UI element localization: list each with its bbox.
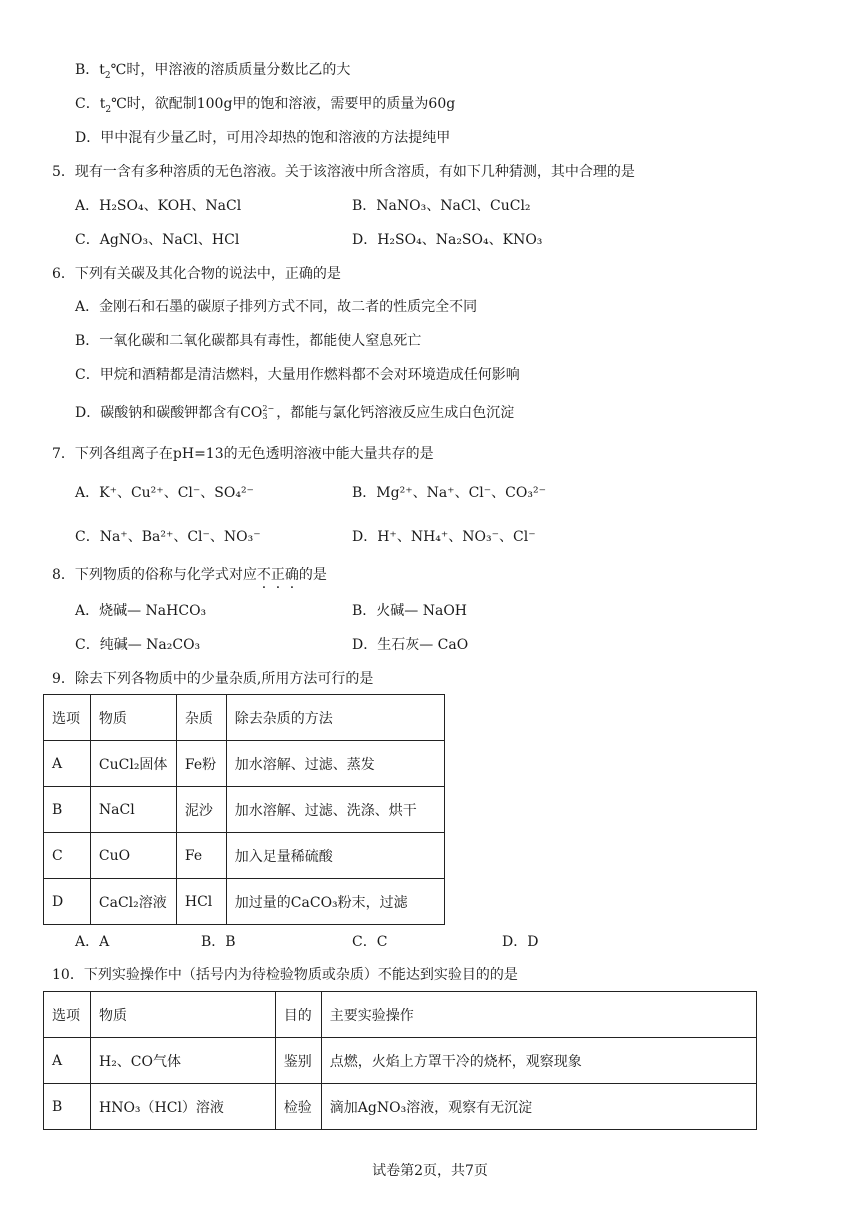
q4-option-b: B．$t_2℃$时，甲溶液的溶质质量分数比乙的大 [75, 62, 351, 81]
emphasis-char: 不 [256, 567, 271, 583]
table-header-cell: 选项 [44, 695, 91, 741]
q8-option-c: C．纯碱— Na₂CO₃ [75, 637, 201, 653]
q9-answer-b: B．B [201, 934, 236, 950]
q6-option-b: B．一氧化碳和二氧化碳都具有毒性，都能使人窒息死亡 [75, 333, 422, 349]
table-cell: D [44, 879, 91, 925]
q8-option-b: B．火碱— NaOH [352, 603, 468, 619]
q10-table [43, 991, 757, 1130]
table-cell: NaCl [90, 787, 176, 833]
q9-answer-d: D．D [502, 934, 539, 950]
table-row [44, 879, 445, 925]
table-header-cell: 目的 [275, 992, 321, 1038]
table-cell: 点燃，火焰上方罩干冷的烧杯，观察现象 [321, 1038, 756, 1084]
table-cell: C [44, 833, 91, 879]
q5-option-c: C．AgNO₃、NaCl、HCl [75, 232, 240, 248]
table-header-cell: 主要实验操作 [321, 992, 756, 1038]
q4-option-d: D．甲中混有少量乙时，可用冷却热的饱和溶液的方法提纯甲 [75, 130, 451, 146]
q6-option-a: A．金刚石和石墨的碳原子排列方式不同，故二者的性质完全不同 [75, 299, 478, 315]
q7-option-a: A．K⁺、Cu²⁺、Cl⁻、SO₄²⁻ [75, 485, 254, 501]
table-cell: CuCl₂固体 [90, 741, 176, 787]
table-cell: HCl [176, 879, 226, 925]
table-cell: Fe [176, 833, 226, 879]
table-cell: 滴加AgNO₃溶液，观察有无沉淀 [321, 1084, 756, 1130]
table-cell: 加水溶解、过滤、洗涤、烘干 [226, 787, 444, 833]
table-cell: 加入足量稀硫酸 [226, 833, 444, 879]
q5-stem: 5．现有一含有多种溶质的无色溶液。关于该溶液中所含溶质，有如下几种猜测，其中合理的是 [52, 164, 635, 180]
table-cell: CaCl₂溶液 [90, 879, 176, 925]
q9-table [43, 694, 445, 925]
table-header-row [44, 695, 445, 741]
q7-stem: 7．下列各组离子在pH=13的无色透明溶液中能大量共存的是 [52, 446, 434, 462]
q5-option-b: B．NaNO₃、NaCl、CuCl₂ [352, 198, 531, 214]
table-cell: 鉴别 [275, 1038, 321, 1084]
table-header-cell: 杂质 [176, 695, 226, 741]
table-cell: CuO [90, 833, 176, 879]
q6-option-d: D．碳酸钠和碳酸钾都含有CO 2− 3 ，都能与氯化钙溶液反应生成白色沉淀 [75, 404, 515, 421]
page-footer: 试卷第2页，共7页 [372, 1163, 488, 1179]
emphasis-char: 确 [284, 567, 299, 583]
q7-option-b: B．Mg²⁺、Na⁺、Cl⁻、CO₃²⁻ [352, 485, 546, 501]
q8-option-d: D．生石灰— CaO [352, 637, 469, 653]
q5-option-d: D．H₂SO₄、Na₂SO₄、KNO₃ [352, 232, 543, 248]
table-cell: H₂、CO气体 [90, 1038, 275, 1084]
q7-option-c: C．Na⁺、Ba²⁺、Cl⁻、NO₃⁻ [75, 529, 261, 545]
table-cell: B [44, 1084, 91, 1130]
table-header-cell: 物质 [90, 992, 275, 1038]
q5-option-a: A．H₂SO₄、KOH、NaCl [75, 198, 242, 214]
table-cell: A [44, 741, 91, 787]
table-row [44, 1084, 757, 1130]
table-header-cell: 物质 [90, 695, 176, 741]
table-header-cell: 除去杂质的方法 [226, 695, 444, 741]
q4-option-c: C．$t_2℃$时，欲配制100g甲的饱和溶液，需要甲的质量为60g [75, 96, 456, 115]
q10-stem: 10．下列实验操作中（括号内为待检验物质或杂质）不能达到实验目的的是 [52, 967, 518, 983]
emphasis-char: 正 [270, 567, 285, 583]
q6-option-c: C．甲烷和酒精都是清洁燃料，大量用作燃料都不会对环境造成任何影响 [75, 367, 520, 383]
table-cell: 加水溶解、过滤、蒸发 [226, 741, 444, 787]
table-header-row [44, 992, 757, 1038]
q8-option-a: A．烧碱— NaHCO₃ [75, 603, 207, 619]
table-cell: HNO₃（HCl）溶液 [90, 1084, 275, 1130]
table-row [44, 833, 445, 879]
q6-stem: 6．下列有关碳及其化合物的说法中，正确的是 [52, 266, 341, 282]
table-row [44, 787, 445, 833]
q9-stem: 9．除去下列各物质中的少量杂质,所用方法可行的是 [52, 671, 374, 687]
table-row [44, 1038, 757, 1084]
table-cell: Fe粉 [176, 741, 226, 787]
table-cell: 加过量的CaCO₃粉末，过滤 [226, 879, 444, 925]
table-row [44, 741, 445, 787]
table-cell: 泥沙 [176, 787, 226, 833]
q7-option-d: D．H⁺、NH₄⁺、NO₃⁻、Cl⁻ [352, 529, 536, 545]
table-header-cell: 选项 [44, 992, 91, 1038]
table-cell: 检验 [275, 1084, 321, 1130]
q9-answer-c: C．C [352, 934, 388, 950]
q9-answer-a: A．A [75, 934, 110, 950]
table-cell: B [44, 787, 91, 833]
table-cell: A [44, 1038, 91, 1084]
q8-stem: 8．下列物质的俗称与化学式对应不正确的是 [52, 567, 327, 583]
